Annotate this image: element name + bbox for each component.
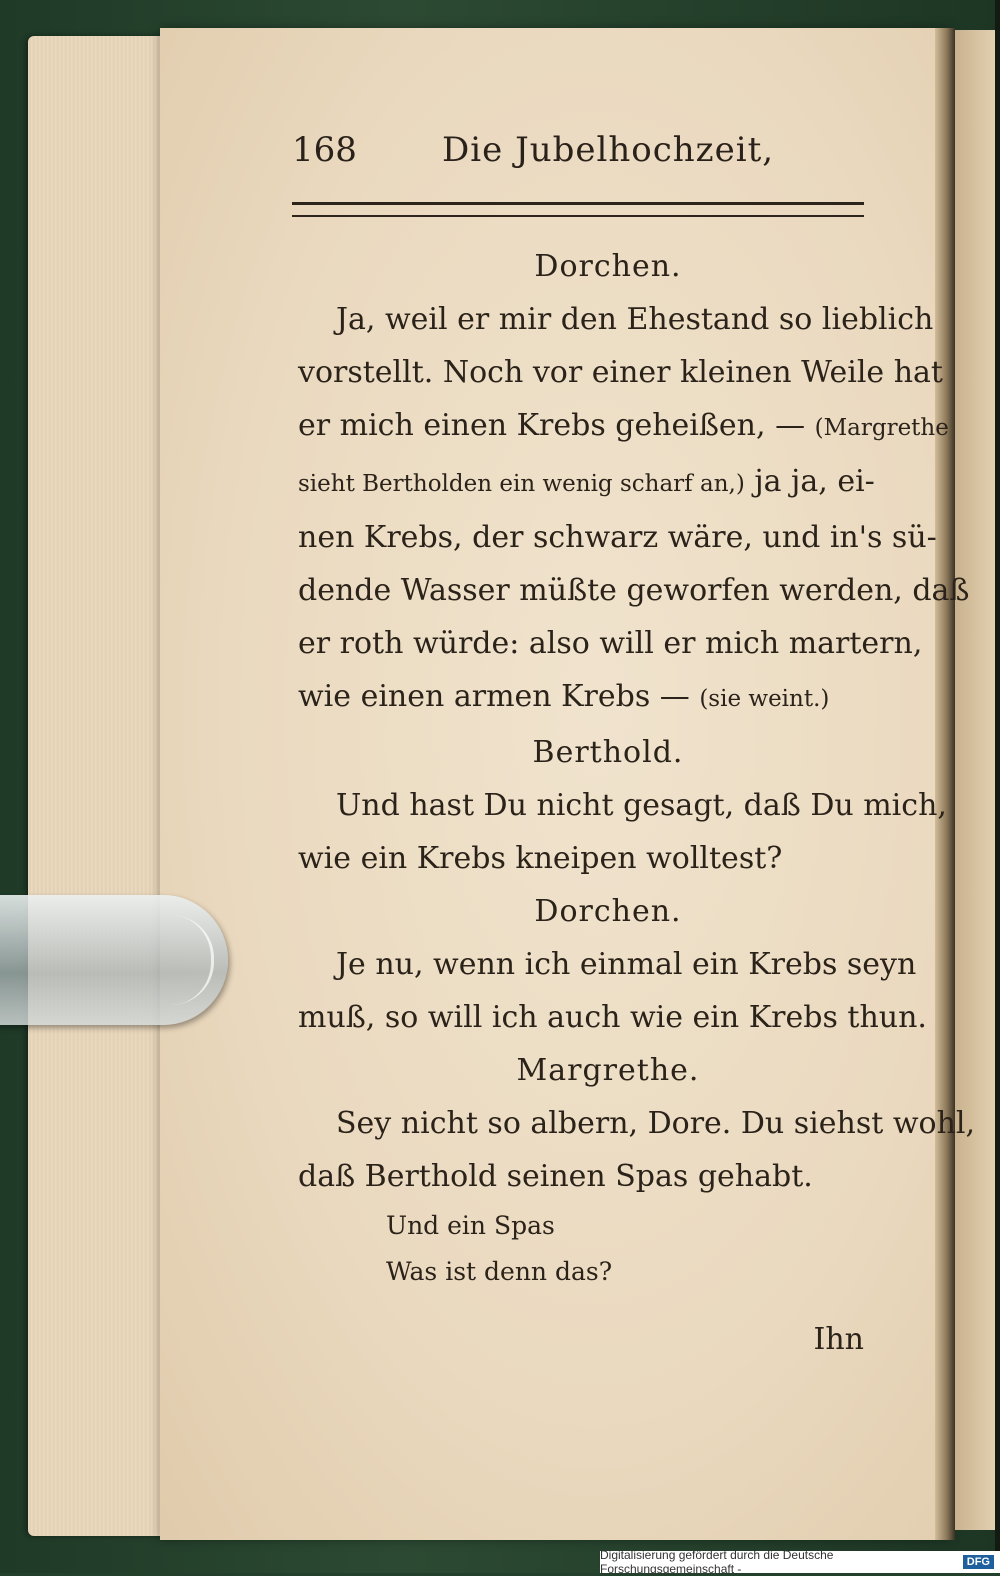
page-holder-clip (0, 895, 228, 1025)
line-text: dende Wasser müßte geworfen werden, daß (298, 573, 970, 608)
line-text: Je nu, wenn ich einmal ein Krebs seyn (336, 947, 917, 982)
verse-line: Was ist denn das? (386, 1257, 613, 1286)
catchword: Ihn (813, 1322, 864, 1357)
text-line (298, 511, 937, 564)
line-text: ja ja, ei- (744, 464, 875, 499)
line-text: nen Krebs, der schwarz wäre, und in's sü- (298, 520, 937, 555)
line-text: Und hast Du nicht gesagt, daß Du mich, (336, 788, 947, 823)
line-text: er mich einen Krebs geheißen, — (298, 408, 806, 443)
text-line (298, 1097, 976, 1150)
text-line (298, 832, 878, 885)
text-line (298, 779, 947, 832)
text-line (298, 564, 970, 617)
text-line (298, 1150, 878, 1203)
running-title: Die Jubelhochzeit, (442, 130, 775, 170)
line-text: er roth würde: also will er mich martern, (298, 626, 923, 661)
speaker-name: Berthold. (532, 735, 684, 770)
running-head (292, 130, 872, 180)
scan-edge (995, 0, 1000, 1573)
text-line (298, 938, 917, 991)
facing-page-edge (955, 30, 1000, 1530)
page-number: 168 (292, 130, 357, 170)
text-line (298, 670, 878, 726)
text-line (298, 455, 878, 511)
dfg-logo: DFG (963, 1555, 994, 1569)
speaker-name: Dorchen. (534, 249, 682, 284)
stage-direction: (sie weint.) (699, 686, 830, 712)
book-gutter (935, 28, 955, 1540)
body-text (298, 240, 976, 1366)
speaker-name: Dorchen. (534, 894, 682, 929)
line-text: wie ein Krebs kneipen wolltest? (298, 841, 783, 876)
line-text: vorstellt. Noch vor einer kleinen Weile hat (298, 355, 943, 390)
credit-bar (600, 1548, 1000, 1576)
text-line (298, 399, 949, 455)
line-text: wie einen armen Krebs — (298, 679, 690, 714)
text-line (298, 346, 943, 399)
verse-line: Und ein Spas (386, 1211, 555, 1240)
page-stack-edge (28, 36, 178, 1536)
credit-text: Digitalisierung gefördert durch die Deutsche Forschungsgemeinschaft - (600, 1548, 834, 1576)
text-line (298, 991, 927, 1044)
text-line (298, 617, 923, 670)
stage-direction: (Margrethe (814, 415, 949, 441)
text-line (298, 293, 934, 346)
speaker-name: Margrethe. (516, 1053, 700, 1088)
stage-direction: sieht Bertholden ein wenig scharf an,) (298, 471, 745, 497)
line-text: daß Berthold seinen Spas gehabt. (298, 1159, 813, 1194)
line-text: Ja, weil er mir den Ehestand so lieblich (336, 302, 934, 337)
line-text: muß, so will ich auch wie ein Krebs thun. (298, 1000, 927, 1035)
line-text: Sey nicht so albern, Dore. Du siehst wohl, (336, 1106, 976, 1141)
header-rule (292, 202, 864, 217)
